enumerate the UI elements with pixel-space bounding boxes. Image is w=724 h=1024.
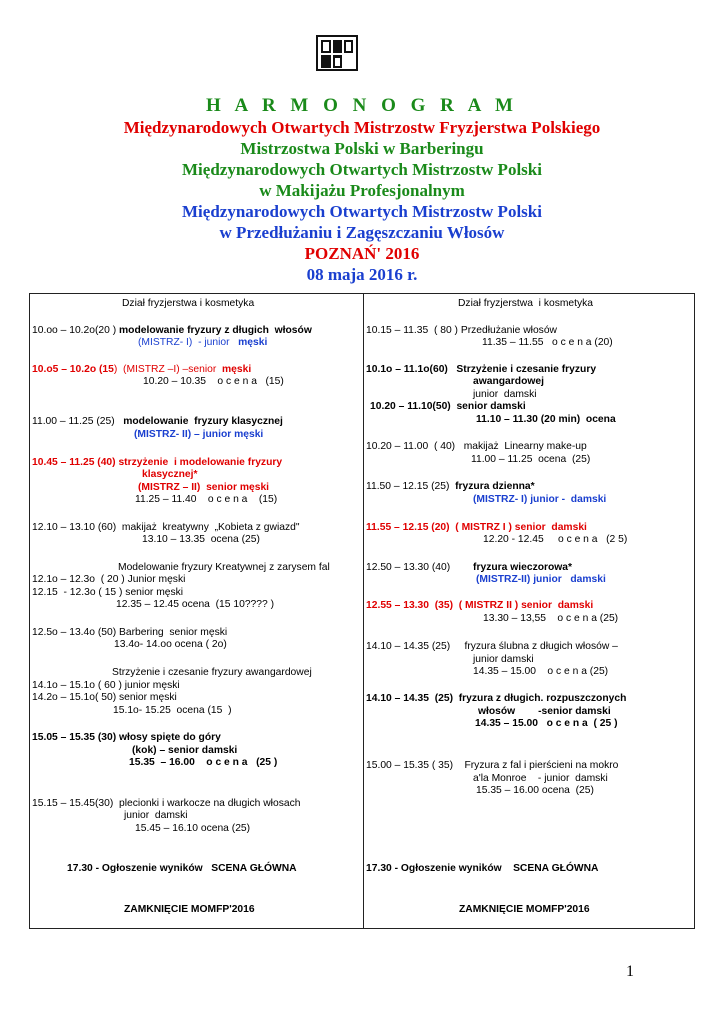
- schedule-line: [366, 481, 535, 493]
- evaluation-line: 15.45 – 16.10 ocena (25): [135, 823, 251, 834]
- evaluation-line: 10.20 – 10.35 o c e n a (15): [143, 376, 284, 387]
- evaluation-line: 13.4o- 14.oo ocena ( 2o): [114, 639, 227, 650]
- schedule-line: [32, 325, 312, 337]
- page-title: H A R M O N O G R A M: [206, 95, 518, 116]
- evaluation-line: 12.20 - 12.45 o c e n a (2 5): [483, 534, 628, 545]
- schedule-line: klasycznej*: [142, 469, 198, 480]
- evaluation-line: 11.35 – 11.55 o c e n a (20): [482, 337, 613, 348]
- category-label: (MISTRZ- II) – junior męski: [134, 429, 264, 440]
- subtitle-line-1: Międzynarodowych Otwartych Mistrzostw Fryzjerstwa Polskiego: [123, 118, 601, 137]
- schedule-line: junior damski: [473, 389, 537, 400]
- evaluation-line: 11.25 – 11.40 o c e n a (15): [135, 494, 278, 505]
- page-number: 1: [626, 963, 634, 980]
- evaluation-line: 11.00 – 11.25 ocena (25): [471, 454, 591, 465]
- schedule-line: 10.45 – 11.25 (40) strzyżenie i modelowanie fryzury: [32, 457, 283, 468]
- category-label: - junior: [192, 337, 239, 348]
- schedule-line: 12.1o – 12.3o ( 20 ) Junior męski: [32, 574, 186, 585]
- section-heading: Strzyżenie i czesanie fryzury awangardowej: [112, 667, 312, 678]
- results-announcement: 17.30 - Ogłoszenie wyników SCENA GŁÓWNA: [67, 863, 297, 874]
- schedule-line: 12.15 - 12.3o ( 15 ) senior męski: [32, 587, 184, 598]
- schedule-line: 12.5o – 13.4o (50) Barbering senior męski: [32, 627, 228, 638]
- closing-line: ZAMKNIĘCIE MOMFP'2016: [459, 904, 590, 915]
- schedule-line: 14.10 – 14.35 (25) fryzura z długich. rozpuszczonych: [366, 693, 627, 704]
- schedule-line: [32, 416, 283, 428]
- evaluation-line: 15.1o- 15.25 ocena (15 ): [113, 705, 232, 716]
- subtitle-line-3: Międzynarodowych Otwartych Mistrzostw Polski: [182, 160, 542, 179]
- schedule-line: 11.55 – 12.15 (20) ( MISTRZ I ) senior damski: [366, 522, 587, 533]
- title-block: [0, 95, 724, 285]
- schedule-line: 14.2o – 15.1o( 50) senior męski: [32, 692, 177, 703]
- event-date: 08 maja 2016 r.: [306, 265, 418, 284]
- schedule-line: 12.10 – 13.10 (60) makijaż kreatywny „Kobieta z gwiazd": [32, 522, 300, 533]
- section-heading: Modelowanie fryzury Kreatywnej z zarysem fal: [118, 562, 330, 573]
- evaluation-line: 15.35 – 16.00 o c e n a (25 ): [129, 757, 278, 768]
- evaluation-line: 13.10 – 13.35 ocena (25): [142, 534, 260, 545]
- schedule-line: 12.55 – 13.30 (35) ( MISTRZ II ) senior damski: [366, 600, 594, 611]
- schedule-line: 10.1o – 11.1o(60) Strzyżenie i czesanie fryzury: [366, 364, 597, 375]
- schedule-line: 15.00 – 15.35 ( 35) Fryzura z fal i pierścieni na mokro: [366, 760, 619, 771]
- event-city: POZNAŃ' 2016: [304, 244, 420, 263]
- category-label: (MISTRZ- I): [138, 337, 193, 348]
- schedule-event: fryzura dzienna*: [455, 481, 535, 492]
- schedule-line: 14.1o – 15.1o ( 60 ) junior męski: [32, 680, 180, 691]
- schedule-line: 10.20 – 11.10(50) senior damski: [370, 401, 526, 412]
- evaluation-line: 15.35 – 16.00 ocena (25): [476, 785, 594, 796]
- schedule-line: 15.05 – 15.35 (30) włosy spięte do góry: [32, 732, 221, 743]
- schedule-line: junior damski: [473, 654, 534, 665]
- schedule-time: 12.50 – 13.30 (40): [366, 562, 474, 573]
- results-announcement: 17.30 - Ogłoszenie wyników SCENA GŁÓWNA: [366, 863, 599, 874]
- evaluation-line: 13.30 – 13,55 o c e n a (25): [483, 613, 619, 624]
- schedule-time: 10.o5 – 10.2o (15: [32, 364, 114, 375]
- schedule-event: modelowanie fryzury z długich włosów: [119, 325, 312, 336]
- schedule-line: [32, 364, 251, 376]
- category-label: (MISTRZ – II) senior męski: [138, 482, 270, 493]
- evaluation-line: 14.35 – 15.00 o c e n a ( 25 ): [475, 718, 618, 729]
- category-label: ) (MISTRZ –I) –senior: [113, 364, 222, 375]
- category-label: (MISTRZ- I) junior - damski: [473, 494, 607, 505]
- schedule-event: modelowanie fryzury klasycznej: [123, 416, 283, 427]
- schedule-line: 10.20 – 11.00 ( 40) makijaż Linearny make-up: [366, 441, 587, 452]
- category-label: męski: [222, 364, 252, 375]
- schedule-time: 10.oo – 10.2o(20 ): [32, 325, 120, 336]
- schedule-line: [138, 337, 267, 349]
- subtitle-line-5: Międzynarodowych Otwartych Mistrzostw Polski: [182, 202, 542, 221]
- schedule-line: 10.15 – 11.35 ( 80 ) Przedłużanie włosów: [366, 325, 557, 336]
- column-header: Dział fryzjerstwa i kosmetyka: [122, 298, 255, 309]
- evaluation-line: 14.35 – 15.00 o c e n a (25): [473, 666, 609, 677]
- column-divider: [363, 294, 364, 928]
- schedule-line: 15.15 – 15.45(30) plecionki i warkocze na długich włosach: [32, 798, 301, 809]
- schedule-event: fryzura wieczorowa*: [473, 562, 573, 573]
- subtitle-line-2: Mistrzostwa Polski w Barberingu: [240, 139, 484, 158]
- schedule-line: 14.10 – 14.35 (25) fryzura ślubna z długich włosów –: [366, 641, 618, 652]
- evaluation-line: 11.10 – 11.30 (20 min) ocena: [476, 414, 616, 425]
- schedule-table: [29, 293, 695, 929]
- schedule-line: (kok) – senior damski: [132, 745, 238, 756]
- category-label: męski: [238, 337, 268, 348]
- closing-line: ZAMKNIĘCIE MOMFP'2016: [124, 904, 255, 915]
- logo: [316, 35, 358, 71]
- column-header: Dział fryzjerstwa i kosmetyka: [458, 298, 594, 309]
- subtitle-line-6: w Przedłużaniu i Zagęszczaniu Włosów: [219, 223, 505, 242]
- schedule-line: a'la Monroe - junior damski: [473, 773, 608, 784]
- schedule-line: [366, 562, 572, 574]
- schedule-line: włosów -senior damski: [478, 706, 611, 717]
- schedule-time: 11.00 – 11.25 (25): [32, 416, 124, 427]
- subtitle-line-4: w Makijażu Profesjonalnym: [259, 181, 465, 200]
- schedule-line: junior damski: [124, 810, 188, 821]
- schedule-line: awangardowej: [473, 376, 544, 387]
- category-label: (MISTRZ-II) junior damski: [476, 574, 606, 585]
- schedule-time: 11.50 – 12.15 (25): [366, 481, 456, 492]
- evaluation-line: 12.35 – 12.45 ocena (15 10???? ): [116, 599, 275, 610]
